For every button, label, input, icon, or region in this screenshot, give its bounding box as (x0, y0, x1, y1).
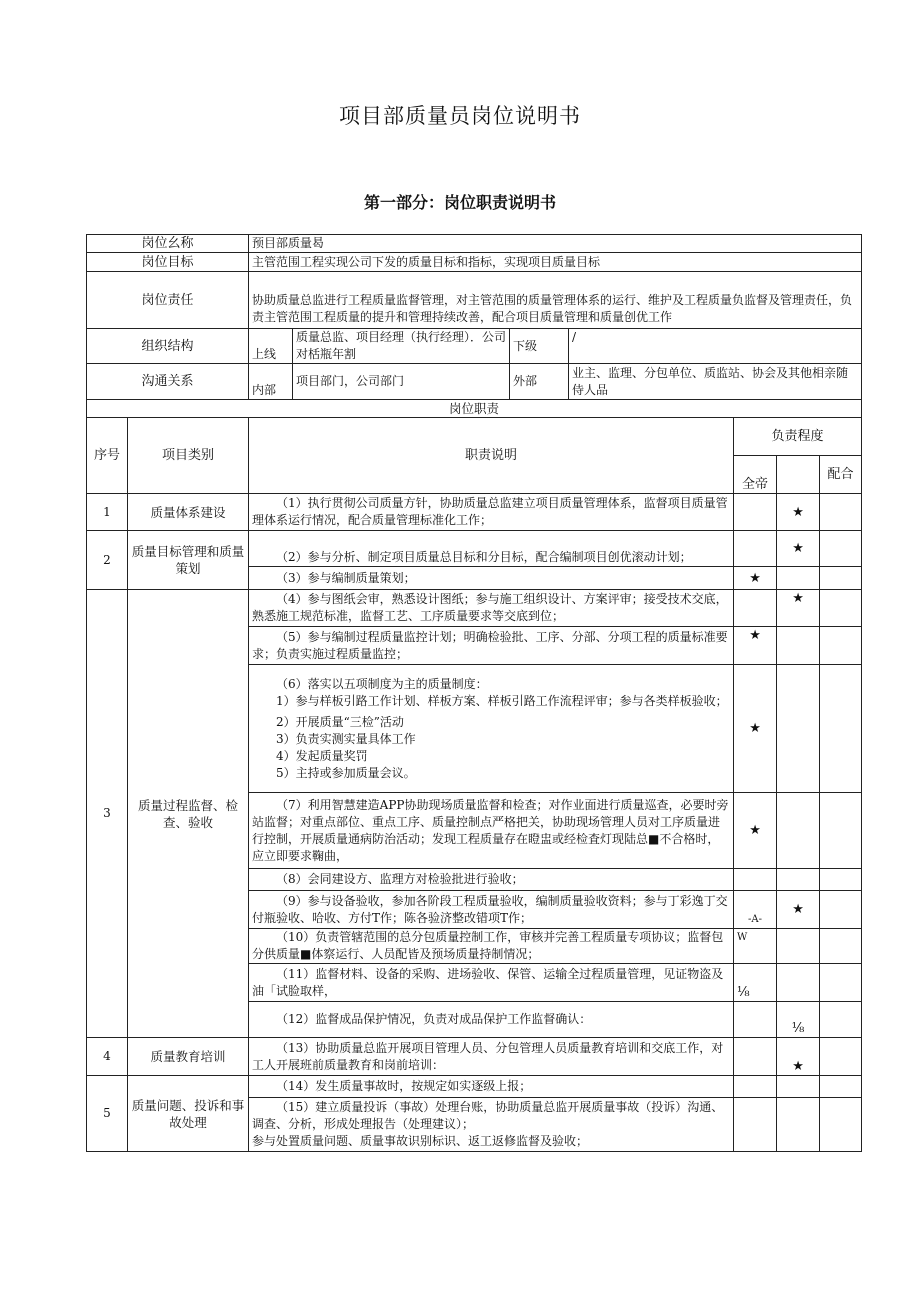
header-degree: 负责程度 (734, 418, 862, 456)
duty-sub-item: 4）发起质量奖罚 (276, 748, 368, 763)
mark-mid (777, 1098, 820, 1152)
mark-mid: ★ (777, 891, 820, 929)
mark-full (734, 869, 777, 891)
mark-assist (820, 567, 862, 590)
group-seq: 4 (87, 1038, 128, 1076)
group-category: 质量体系建设 (128, 494, 249, 531)
mark-full (734, 1038, 777, 1076)
mark-full: W (734, 929, 777, 964)
mark-full (734, 531, 777, 567)
mark-assist (820, 1038, 862, 1076)
value-comm-out: 业主、监理、分包单位、质监站、协会及其他相亲随侍人品 (569, 364, 862, 400)
header-blank (777, 456, 820, 494)
mark-mid (777, 869, 820, 891)
duty-row (87, 590, 862, 627)
mark-mid: ★ (777, 1038, 820, 1076)
value-post-name: 预目部质量曷 (249, 235, 862, 253)
label-org: 组织结构 (87, 329, 249, 364)
duty-text: （13）协助质量总监开展项目管理人员、分包管理人员质量教育培训和交底工作，对工人开展班前质量教育和岗前培训： (249, 1038, 734, 1076)
duty-text: （5）参与编制过程质量监控计划；明确检验批、工序、分部、分项工程的质量标准要求；负责实施过程质量监控； (249, 627, 734, 665)
duty-row (87, 1076, 862, 1098)
group-category: 质量问题、投诉和事故处理 (128, 1076, 249, 1152)
value-post-goal: 主管范围工程实现公司下发的质量目标和指标，实现项目质量目标 (249, 253, 862, 272)
duty-text: （4）参与图纸会审，熟悉设计图纸；参与施工组织设计、方案评审；接受技术交底，熟悉施工规范标准，监督工艺、工序质量要求等交底到位； (249, 590, 734, 627)
mark-mid (777, 665, 820, 793)
header-assist: 配合 (820, 456, 862, 494)
info-row-comm (87, 364, 862, 400)
mark-mid (777, 627, 820, 665)
label-post-name: 岗位幺称 (87, 235, 249, 253)
duties-title-row (87, 400, 862, 418)
duty-text: （6）落实以五项制度为主的质量制度： (276, 676, 488, 691)
duty-text: （9）参与设备验收，参加各阶段工程质量验收，编制质量验收资料；参与丁彩逸丁交付瓶验收、哈收、方付T作；陈各验济整改错项T作； (249, 891, 734, 929)
mark-mid (777, 793, 820, 869)
group-seq: 5 (87, 1076, 128, 1152)
group-category: 质量教育培训 (128, 1038, 249, 1076)
group-seq: 3 (87, 590, 128, 1038)
duties-header-row (87, 418, 862, 456)
duty-text: （10）负责管辖范围的总分包质量控制工作，审核并完善工程质量专项协议；监督包分供质量■体察运行、人员配皆及预场质量持制情况； (249, 929, 734, 964)
mark-assist (820, 1002, 862, 1038)
duty-text: （1）执行贯彻公司质量方针，协助质量总监建立项目质量管理体系，监督项目质量管理体系运行情况，配合质量管理标准化工作； (249, 494, 734, 531)
mark-mid (777, 567, 820, 590)
mark-assist (820, 1076, 862, 1098)
duty-row (87, 494, 862, 531)
page-title: 项目部质量员岗位说明书 (339, 104, 581, 128)
mark-assist (820, 929, 862, 964)
header-seq: 序号 (87, 418, 128, 494)
mark-full: ⅛ (734, 964, 777, 1002)
duty-text: （11）监督材料、设备的采购、进场验收、保管、运输全过程质量管理，见证物盗及油「试脸取样， (249, 964, 734, 1002)
duty-text-block (249, 1098, 734, 1152)
mark-mid: ★ (777, 590, 820, 627)
duty-extra-line: 参与处置质量问题、质量事故识别标识、返工返修监督及验收； (252, 1134, 589, 1148)
label-comm-in: 内部 (249, 364, 293, 400)
job-description-table (86, 234, 862, 1152)
value-post-resp: 协助质量总监进行工程质量监督管理，对主管范围的质量管理体系的运行、维护及工程质量负监督及管理责任，负责主管范围工程质量的提升和管理持续改善，配合项目质量管理和质量创优工作 (249, 272, 862, 329)
section-subtitle: 第一部分：岗位职责说明书 (363, 193, 556, 212)
info-row-name (87, 235, 862, 253)
mark-assist (820, 531, 862, 567)
duty-sub-item: 5）主持或参加质量会议。 (276, 765, 416, 780)
label-org-down: 下级 (510, 329, 569, 364)
label-post-goal: 岗位目标 (87, 253, 249, 272)
mark-full: ★ (734, 793, 777, 869)
mark-assist (820, 793, 862, 869)
duty-text: （14）发生质量事故时，按规定如实逐级上报； (249, 1076, 734, 1098)
header-category: 项目类别 (128, 418, 249, 494)
mark-full (734, 494, 777, 531)
mark-assist (820, 1098, 862, 1152)
header-full: 全帝 (734, 456, 777, 494)
duty-sub-item: 2）开展质量“三检”活动 (276, 714, 404, 729)
mark-full: ★ (734, 665, 777, 793)
mark-assist (820, 964, 862, 1002)
mark-full (734, 1076, 777, 1098)
label-org-up: 上线 (249, 329, 293, 364)
mark-full (734, 1002, 777, 1038)
info-row-org (87, 329, 862, 364)
duty-text: （15）建立质量投诉（事故）处理台账，协助质量总监开展质量事故（投诉）沟通、调查、分析，形成处理报告（处理建议）； (252, 1100, 724, 1131)
duty-text: （3）参与编制质量策划； (249, 567, 734, 590)
mark-full: ★ (734, 627, 777, 665)
duties-title: 岗位职责 (87, 400, 862, 418)
mark-mid: ★ (777, 531, 820, 567)
mark-assist (820, 590, 862, 627)
group-category: 质量过程监督、检查、验收 (128, 590, 249, 1038)
label-post-resp: 岗位责任 (87, 272, 249, 329)
mark-mid (777, 929, 820, 964)
duty-text-block (249, 665, 734, 793)
mark-mid (777, 964, 820, 1002)
header-desc: 职责说明 (249, 418, 734, 494)
mark-full (734, 1098, 777, 1152)
duty-row (87, 1038, 862, 1076)
duty-text: （7）利用智慧建造APP协助现场质量监督和检查；对作业面进行质量巡查，必要时旁站监督；对重点部位、重点工序、质量控制点严格把关，协助现场管理人员对工序质量进行控制，开展质量通病防治活动；发现工程质量存在瞪盅或经检査灯现陆总■不合格时，应立即要求鞠曲， (249, 793, 734, 869)
duty-text: （8）会同建设方、监理方对检验批进行验收； (249, 869, 734, 891)
label-comm: 沟通关系 (87, 364, 249, 400)
mark-full (734, 590, 777, 627)
duty-text: （12）监督成品保护情况，负责对成品保护工作监督确认： (249, 1002, 734, 1038)
group-category: 质量目标管理和质量策划 (128, 531, 249, 590)
label-comm-out: 外部 (510, 364, 569, 400)
group-seq: 2 (87, 531, 128, 590)
mark-assist (820, 627, 862, 665)
mark-assist (820, 665, 862, 793)
mark-assist (820, 891, 862, 929)
mark-mid: ⅛ (777, 1002, 820, 1038)
mark-assist (820, 494, 862, 531)
group-seq: 1 (87, 494, 128, 531)
duty-sub-item: 3）负责实测实量具体工作 (276, 731, 416, 746)
mark-full: ★ (734, 567, 777, 590)
duty-text: （2）参与分析、制定项目质量总目标和分目标，配合编制项目创优滚动计划； (249, 531, 734, 567)
mark-mid: ★ (777, 494, 820, 531)
value-comm-in: 项目部门，公司部门 (293, 364, 510, 400)
mark-full: -A- (734, 891, 777, 929)
mark-mid (777, 1076, 820, 1098)
duty-row (87, 531, 862, 567)
mark-assist (820, 869, 862, 891)
duty-sub-item: 1）参与样板引路工作计划、样板方案、样板引路工作流程评审；参与各类样板验收； (276, 693, 728, 708)
value-org-down: / (569, 329, 862, 364)
info-row-goal (87, 253, 862, 272)
info-row-resp (87, 272, 862, 329)
value-org-up: 质量总监、项目经理（执行经理）．公司对栝瓶年割 (293, 329, 510, 364)
